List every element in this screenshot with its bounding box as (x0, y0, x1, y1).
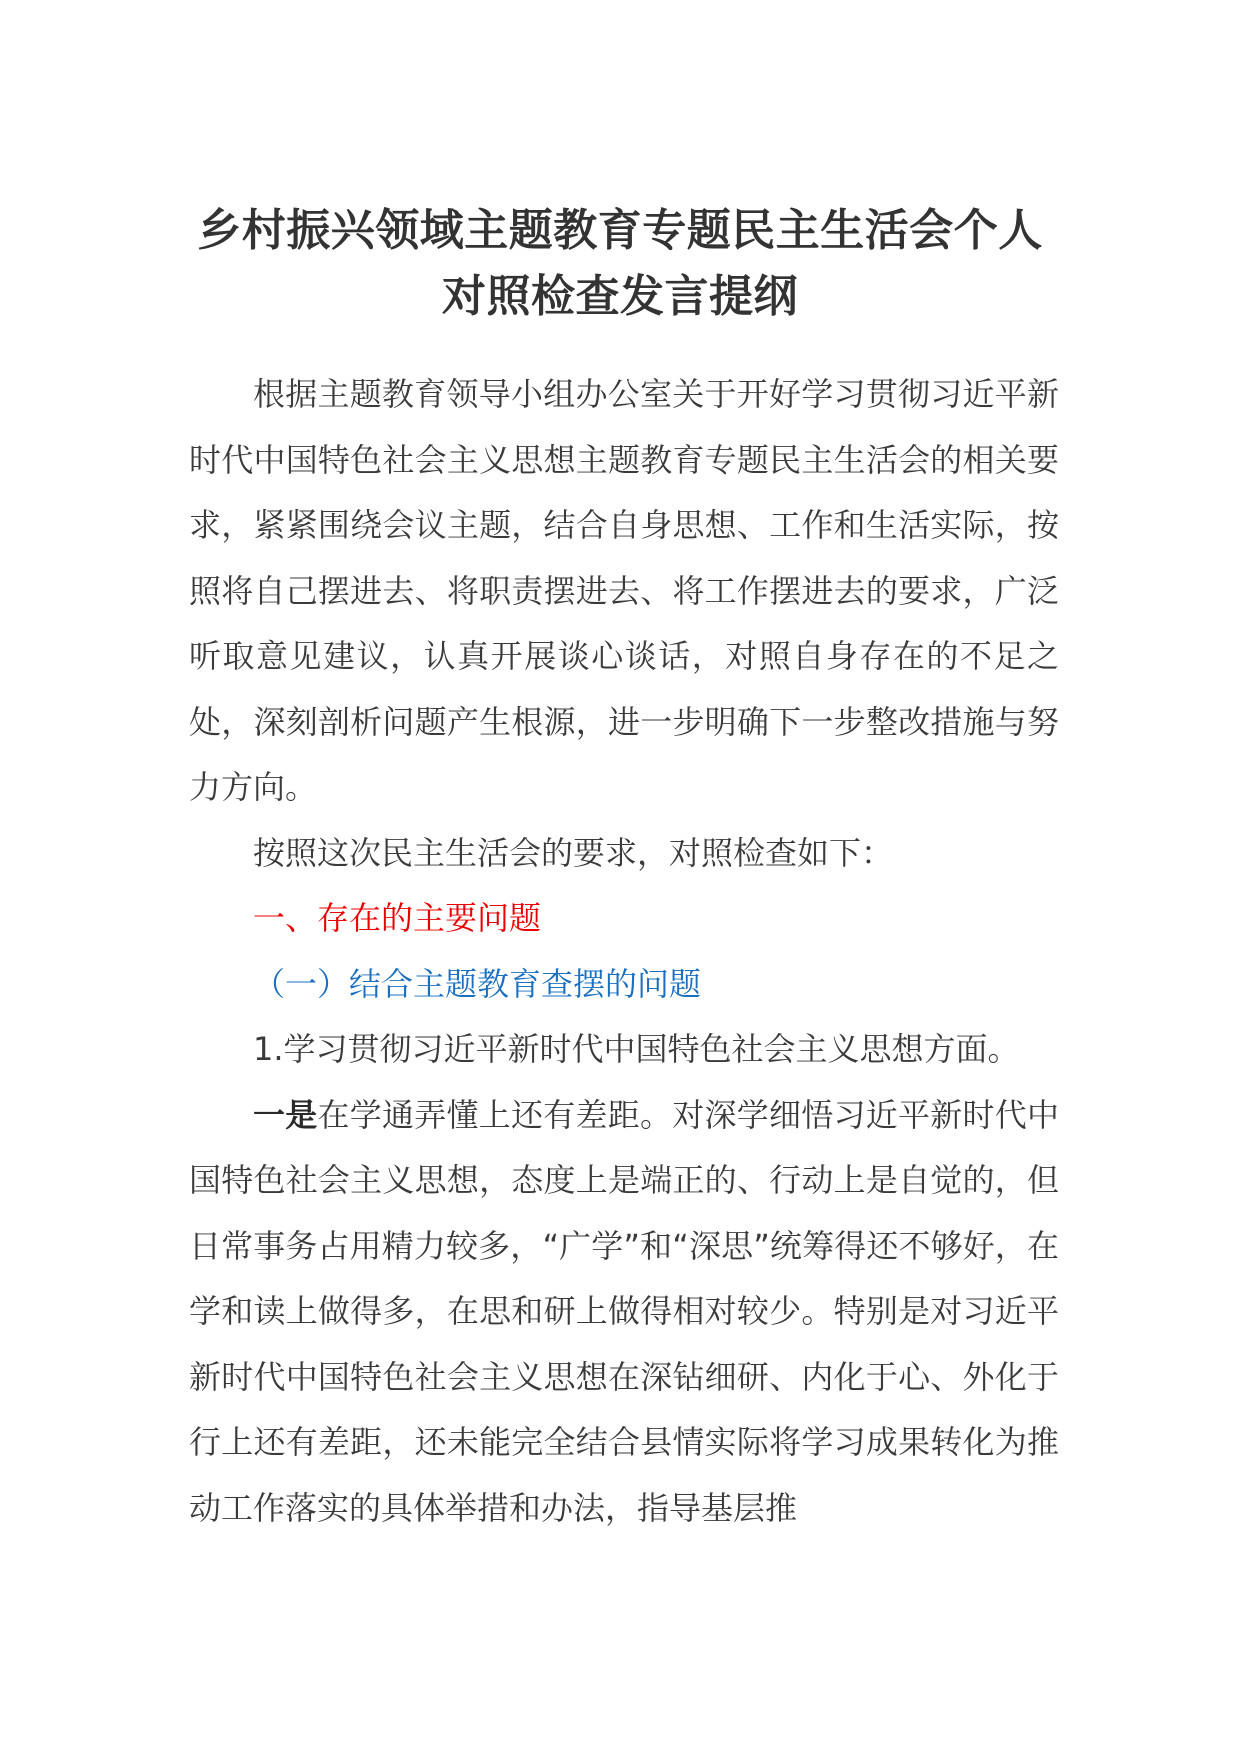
title-line-1: 乡村振兴领域主题教育专题民主生活会个人 (197, 205, 1043, 256)
document-title (150, 198, 1090, 330)
document-body (189, 362, 1059, 1541)
point-text: 在学通弄懂上还有差距。对深学细悟习近平新时代中国特色社会主义思想，态度上是端正的、行动上是自觉的，但日常事务占用精力较多，“广学”和“深思”统筹得还不够好，在学和读上做得多，在思和研上做得相对较少。特别是对习近平新时代中国特色社会主义思想在深钻细研、内化于心、外化于行上还有差距，还未能完全结合县情实际将学习成果转化为推动工作落实的具体举措和办法，指导基层推 (189, 1095, 1059, 1527)
subsection-heading: （一）结合主题教育查摆的问题 (253, 964, 702, 1003)
point-paragraph (189, 1083, 1059, 1542)
section-heading-problems: 一、存在的主要问题 (253, 899, 542, 937)
point-lead: 一是 (253, 1095, 318, 1134)
item-heading: 1.学习贯彻习近平新时代中国特色社会主义思想方面。 (253, 1030, 1020, 1068)
title-line-2: 对照检查发言提纲 (442, 271, 798, 322)
transition-paragraph: 按照这次民主生活会的要求，对照检查如下： (253, 833, 894, 872)
intro-paragraph: 根据主题教育领导小组办公室关于开好学习贯彻习近平新时代中国特色社会主义思想主题教育专题民主生活会的相关要求，紧紧围绕会议主题，结合自身思想、工作和生活实际，按照将自己摆进去、将职责摆进去、将工作摆进去的要求，广泛听取意见建议，认真开展谈心谈话，对照自身存在的不足之处，深刻剖析问题产生根源，进一步明确下一步整改措施与努力方向。 (189, 375, 1059, 806)
